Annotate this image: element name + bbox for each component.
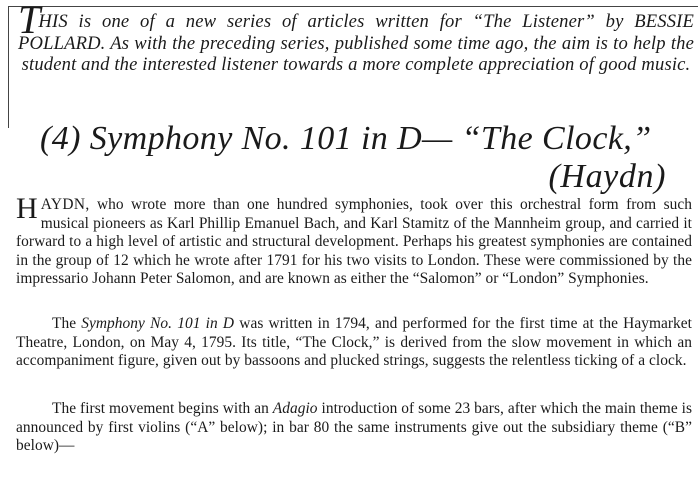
paragraph-3-pre: The first movement begins with an — [52, 400, 273, 417]
paragraph-3-text: introduction of some 23 bars, after which the main theme is announced by first violins (“A” below); in bar 80 the same instruments give out the subsidiary theme (“B” below)— — [16, 400, 692, 455]
paragraph-2-pre: The — [52, 315, 82, 332]
article-title: (4) Symphony No. 101 in D— “The Clock,” — [40, 120, 652, 157]
paragraph-3-emphasis: Adagio — [272, 400, 318, 417]
paragraph-1-dropcap: H — [16, 192, 38, 225]
paragraph-2-text: was written in 1794, and performed for the first time at the Haymarket Theatre, London, on May 4, 1795. Its title, “The Clock,” is derived from the slow movement in which an accompaniment figure, given out by bassoons and plucked strings, suggests the relentless ticking of a clock. — [16, 315, 692, 370]
intro-text: HIS is one of a new series of articles written for “The Listener” by BESSIE POLLARD. As with the preceding series, published some time ago, the aim is to help the student and the interested listener towards a more complete appreciation of good music. — [18, 11, 694, 75]
paragraph-3 — [16, 400, 692, 456]
intro-dropcap: T — [18, 0, 41, 42]
series-introduction — [18, 0, 694, 76]
paragraph-1-lead: AYDN, — [40, 196, 90, 213]
paragraph-1-text: who wrote more than one hundred symphonies, took over this orchestral form from such musical pioneers as Karl Phillip Emanuel Bach, and Karl Stamitz of the Mannheim group, and carried it forward to a high level of artistic and structural development. Perhaps his greatest symphonies are contained in the group of 12 which he wrote after 1791 for his two visits to London. These were commissioned by the impressario Johann Peter Salomon, and are known as either the “Salomon” or “London” Symphonies. — [16, 196, 692, 288]
paragraph-2-emphasis: Symphony No. 101 in D — [81, 315, 235, 332]
paragraph-1 — [16, 192, 692, 289]
paragraph-2 — [16, 315, 692, 371]
article-composer: (Haydn) — [548, 158, 666, 195]
